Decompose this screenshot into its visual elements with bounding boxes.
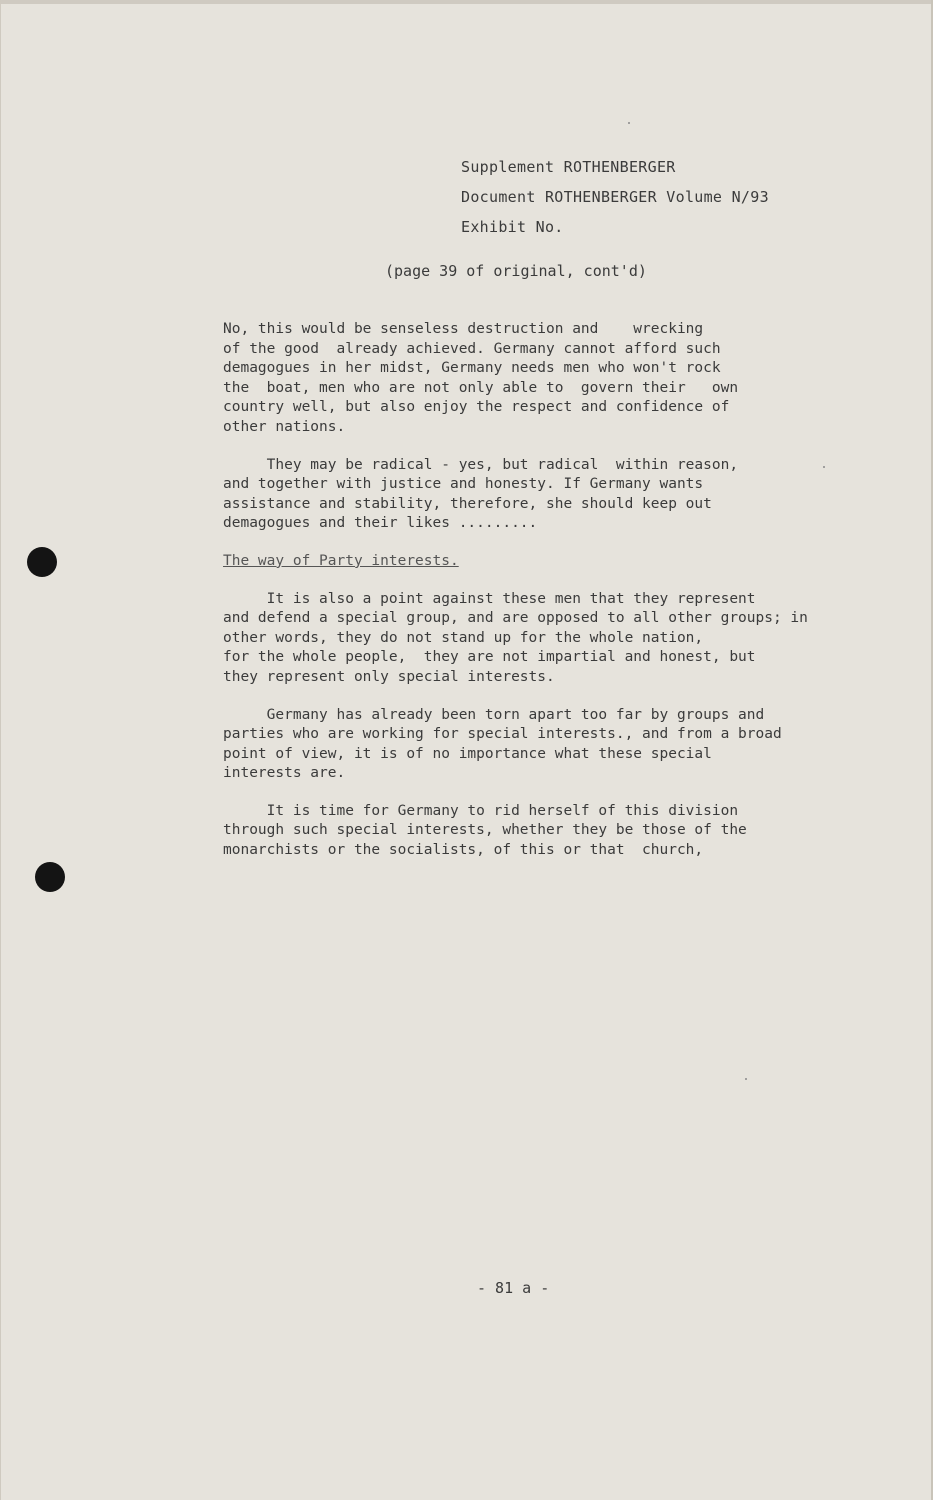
paper-speck bbox=[745, 1078, 747, 1080]
section-heading: The way of Party interests. bbox=[223, 552, 459, 569]
paragraph: Germany has already been torn apart too far by groups and parties who are working for special interests., and from a broad point of view, it is of no importance what these special interests are. bbox=[223, 706, 782, 782]
page-reference: (page 39 of original, cont'd) bbox=[385, 262, 647, 280]
paragraph: No, this would be senseless destruction and wrecking of the good already achieved. Germany cannot afford such demagogues in her midst, Germany needs men who won't rock the boat, men who are not only able to govern their own country well, but also enjoy the respect and confidence of other nations. bbox=[223, 321, 739, 435]
punch-hole-bottom bbox=[35, 862, 65, 892]
document-volume-line: Document ROTHENBERGER Volume N/93 bbox=[461, 188, 769, 206]
paragraph: It is also a point against these men that they represent and defend a special group, and are opposed to all other groups; in other words, they do not stand up for the whole nation, for the whole people, they are not impartial and honest, but they represent only special interests. bbox=[223, 590, 808, 685]
paragraph: They may be radical - yes, but radical within reason, and together with justice and honesty. If Germany wants assistance and stability, therefore, she should keep out demagogues and their likes ......... bbox=[223, 456, 739, 532]
body-text bbox=[223, 320, 883, 879]
punch-hole-top bbox=[27, 547, 57, 577]
paper-speck bbox=[628, 122, 630, 124]
page-top-edge bbox=[1, 0, 931, 4]
page-number: - 81 a - bbox=[477, 1279, 550, 1297]
paragraph: It is time for Germany to rid herself of this division through such special interests, whether they be those of the monarchists or the socialists, of this or that church, bbox=[223, 802, 747, 859]
supplement-line: Supplement ROTHENBERGER bbox=[461, 158, 676, 176]
exhibit-line: Exhibit No. bbox=[461, 218, 564, 236]
document-header bbox=[461, 152, 769, 242]
